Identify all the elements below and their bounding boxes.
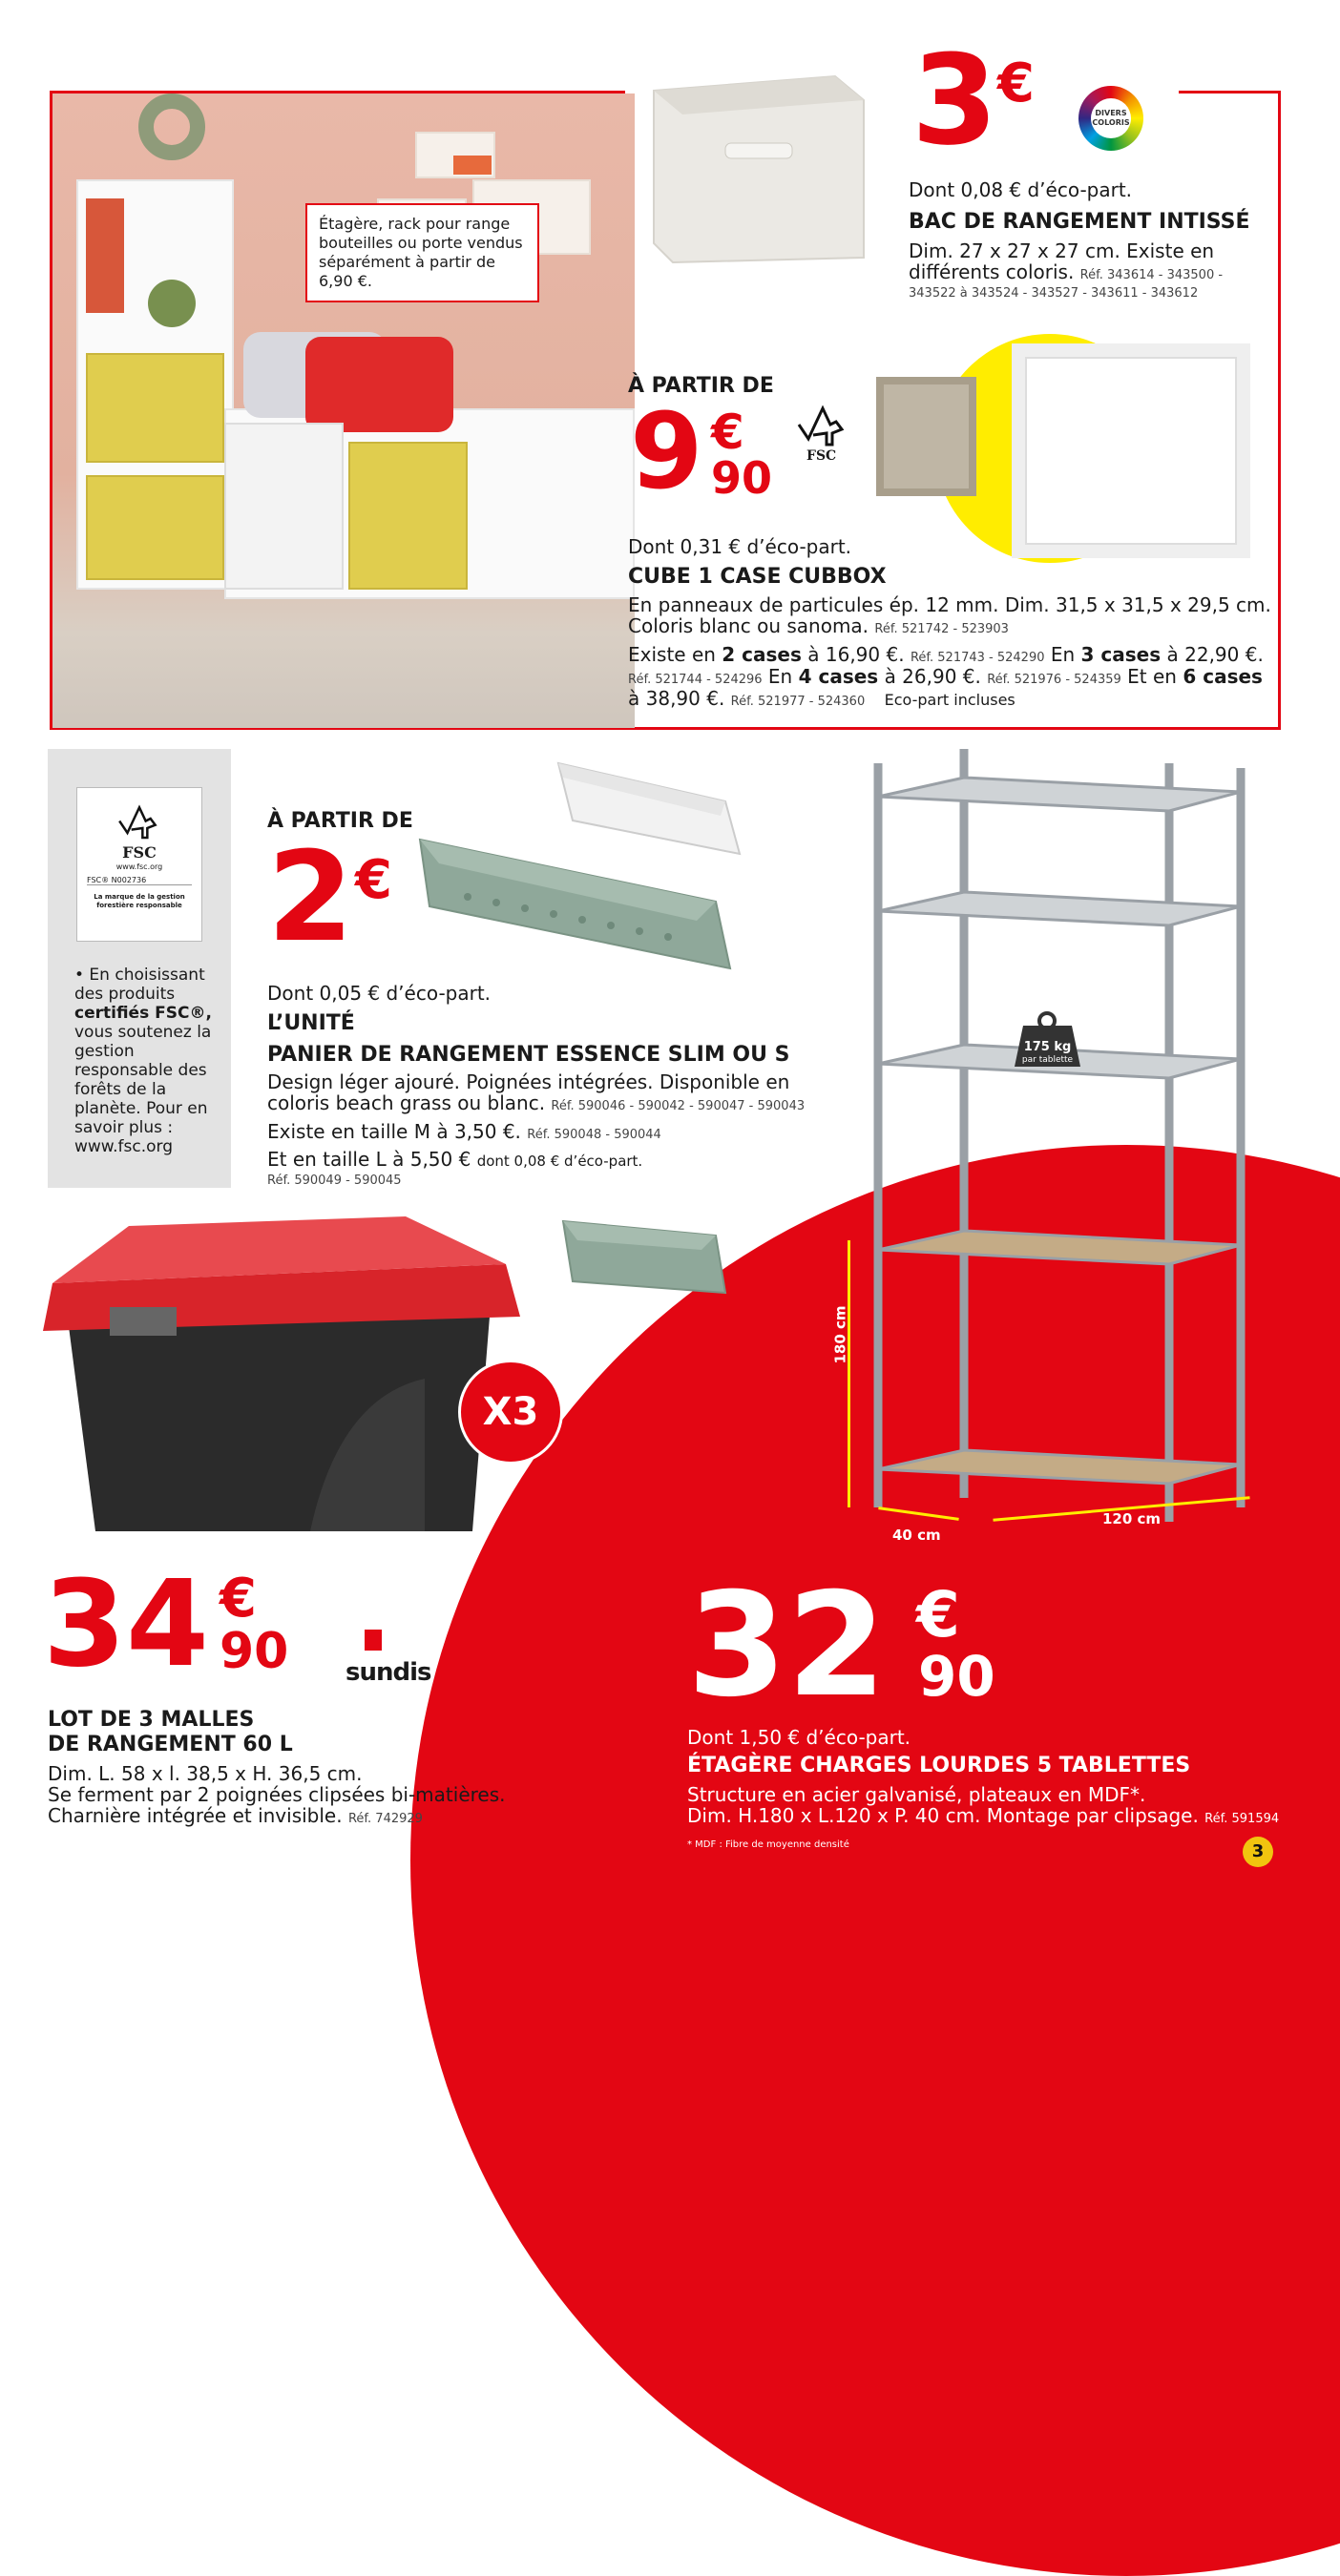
etagere-footnote: * MDF : Fibre de moyenne densité xyxy=(687,1839,849,1850)
books xyxy=(86,198,124,313)
etagere-price-dec: 90 xyxy=(918,1644,995,1709)
panier-m-text: Existe en taille M à 3,50 €. xyxy=(267,1120,521,1143)
malles-desc-3: Charnière intégrée et invisible. xyxy=(48,1804,343,1827)
small-green-basket-photo xyxy=(558,1197,730,1302)
cube-var-1c: à 16,90 €. xyxy=(807,643,905,666)
etagere-title: ÉTAGÈRE CHARGES LOURDES 5 TABLETTES xyxy=(687,1754,1191,1777)
cube-var-2a: En xyxy=(767,665,793,688)
etagere-ref: Réf. 591594 xyxy=(1204,1812,1280,1826)
panier-unit: L’UNITÉ xyxy=(267,1011,355,1035)
metal-shelf-photo xyxy=(840,744,1260,1536)
panier-from: À PARTIR DE xyxy=(267,809,413,833)
cube-var-1a: Existe en xyxy=(628,643,716,666)
fsc-tree-icon xyxy=(115,800,163,842)
panier-l-ref: Réf. 590049 - 590045 xyxy=(267,1174,402,1188)
weight-label: 175 kg xyxy=(1023,1040,1072,1054)
cube-var-3ref: Réf. 521977 - 524360 xyxy=(730,695,866,709)
cube-var-2b: 4 cases xyxy=(798,665,879,688)
malles-desc-2: Se ferment par 2 poignées clipsées bi-matières. xyxy=(48,1783,506,1806)
x3-badge: X3 xyxy=(458,1360,563,1465)
bac-eco: Dont 0,08 € d’éco-part. xyxy=(909,178,1133,201)
fsc-text-2: vous soutenez la gestion responsable des forêts de la planète. Pour en savoir plus : www.fsc.org xyxy=(74,1023,212,1156)
cube-var-2d: Et en xyxy=(1127,665,1177,688)
cube-var-1ref: Réf. 521743 - 524290 xyxy=(910,651,1045,665)
cube-desc-1: En panneaux de particules ép. 12 mm. Dim. 31,5 x 31,5 x 29,5 cm. xyxy=(628,593,1271,616)
sundis-mark-icon xyxy=(365,1630,382,1651)
fsc-logo-text: FSC xyxy=(122,843,157,862)
cube-var-2ref: Réf. 521744 - 524296 xyxy=(628,673,763,687)
cube-ref: Réf. 521742 - 523903 xyxy=(874,622,1009,636)
cube-var-1b: 2 cases xyxy=(722,643,802,666)
cube-from: À PARTIR DE xyxy=(628,374,774,398)
bac-ref-1: Réf. 343614 - 343500 - xyxy=(1079,268,1224,282)
malles-ref: Réf. 742929 xyxy=(347,1812,423,1826)
cube-var-2e: 6 cases xyxy=(1183,665,1263,688)
page-number: 3 xyxy=(1243,1837,1273,1867)
panier-desc-1: Design léger ajouré. Poignées intégrées. Disponible en xyxy=(267,1070,790,1093)
panier-desc-2: coloris beach grass ou blanc. xyxy=(267,1091,546,1114)
fsc-tree-icon xyxy=(794,401,851,448)
panier-eco: Dont 0,05 € d’éco-part. xyxy=(267,982,492,1005)
yellow-bin xyxy=(86,475,224,580)
cube-title: CUBE 1 CASE CUBBOX xyxy=(628,565,887,589)
cube-var-3b: Eco-part incluses xyxy=(884,691,1015,709)
red-cushion xyxy=(305,337,453,432)
etagere-price-int: 32 xyxy=(687,1563,887,1729)
cactus xyxy=(148,280,196,327)
yellow-bin xyxy=(86,353,224,463)
room-callout: Étagère, rack pour range bouteilles ou porte vendus séparément à partir de 6,90 €. xyxy=(305,203,539,302)
ring-decor xyxy=(138,93,205,160)
fsc-text-bold: certifiés FSC®, xyxy=(74,1004,212,1023)
cube-var-1e: 3 cases xyxy=(1080,643,1162,666)
grey-bin-photo xyxy=(635,62,878,267)
cube-var-3a: à 38,90 €. xyxy=(628,687,725,710)
white-cube-photo xyxy=(1012,343,1250,558)
cube-price-int: 9 xyxy=(630,390,703,512)
cube-var-2ref2: Réf. 521976 - 524359 xyxy=(987,673,1121,687)
etagere-desc-2: Dim. H.180 x L.120 x P. 40 cm. Montage par clipsage. xyxy=(687,1804,1199,1827)
bac-ref-2: 343522 à 343524 - 343527 - 343611 - 343612 xyxy=(909,286,1199,301)
cube-eco: Dont 0,31 € d’éco-part. xyxy=(628,535,852,558)
panier-l-text: Et en taille L à 5,50 € xyxy=(267,1148,471,1171)
bac-desc-1: Dim. 27 x 27 x 27 cm. Existe en xyxy=(909,239,1215,262)
cube-var-1f: à 22,90 €. xyxy=(1166,643,1264,666)
panier-price-currency: € xyxy=(355,849,392,911)
fsc-logo xyxy=(76,787,202,942)
fsc-text-1: • En choisissant des produits xyxy=(74,966,205,1004)
etagere-desc-1: Structure en acier galvanisé, plateaux en MDF*. xyxy=(687,1783,1146,1806)
panier-ref: Réf. 590046 - 590042 - 590047 - 590043 xyxy=(551,1099,806,1113)
malles-price-int: 34 xyxy=(43,1555,209,1693)
fsc-label: FSC xyxy=(806,448,837,464)
panier-l-eco: dont 0,08 € d’éco-part. xyxy=(476,1153,643,1170)
dim-depth: 40 cm xyxy=(892,1527,941,1544)
bac-desc-2: différents coloris. xyxy=(909,260,1075,283)
malles-title-2: DE RANGEMENT 60 L xyxy=(48,1733,293,1756)
malles-title-1: LOT DE 3 MALLES xyxy=(48,1708,255,1732)
panier-price-int: 2 xyxy=(267,824,354,969)
dim-width: 120 cm xyxy=(1102,1510,1162,1527)
malles-price-dec: 90 xyxy=(220,1623,289,1680)
etagere-eco: Dont 1,50 € d’éco-part. xyxy=(687,1726,911,1749)
etagere-price-currency: € xyxy=(916,1578,960,1652)
malles-desc-1: Dim. L. 58 x l. 38,5 x H. 36,5 cm. xyxy=(48,1762,363,1785)
cube-price-currency: € xyxy=(711,405,744,460)
bac-title: BAC DE RANGEMENT INTISSÉ xyxy=(909,210,1250,234)
weight-sub: par tablette xyxy=(1021,1055,1074,1065)
room-photo xyxy=(52,93,635,728)
green-basket-photo xyxy=(410,811,740,983)
panier-title: PANIER DE RANGEMENT ESSENCE SLIM OU S xyxy=(267,1043,790,1067)
cube-var-2c: à 26,90 €. xyxy=(884,665,981,688)
vase xyxy=(453,156,492,175)
palette-label: DIVERS COLORIS xyxy=(1091,98,1131,138)
fsc-logo-code: FSC® N002736 xyxy=(87,876,192,885)
cube-price-dec: 90 xyxy=(711,452,773,504)
sundis-logo: sundis xyxy=(345,1658,431,1687)
sanoma-cube-photo xyxy=(876,377,976,496)
yellow-bin xyxy=(348,442,468,590)
malles-price-currency: € xyxy=(220,1568,257,1630)
dim-height: 180 cm xyxy=(831,1305,849,1364)
fsc-logo-url: www.fsc.org xyxy=(115,862,163,871)
cube-desc-2: Coloris blanc ou sanoma. xyxy=(628,614,869,637)
bac-price-int: 3 xyxy=(911,28,998,173)
fsc-logo-tag: La marque de la gestion forestière responsable xyxy=(94,893,185,909)
height-arrow xyxy=(848,1240,850,1507)
bac-price-currency: € xyxy=(997,52,1035,114)
cube-var-1d: En xyxy=(1050,643,1076,666)
white-drawer xyxy=(224,423,344,590)
panier-m-ref: Réf. 590048 - 590044 xyxy=(527,1128,661,1142)
storage-trunk-photo xyxy=(24,1207,549,1541)
